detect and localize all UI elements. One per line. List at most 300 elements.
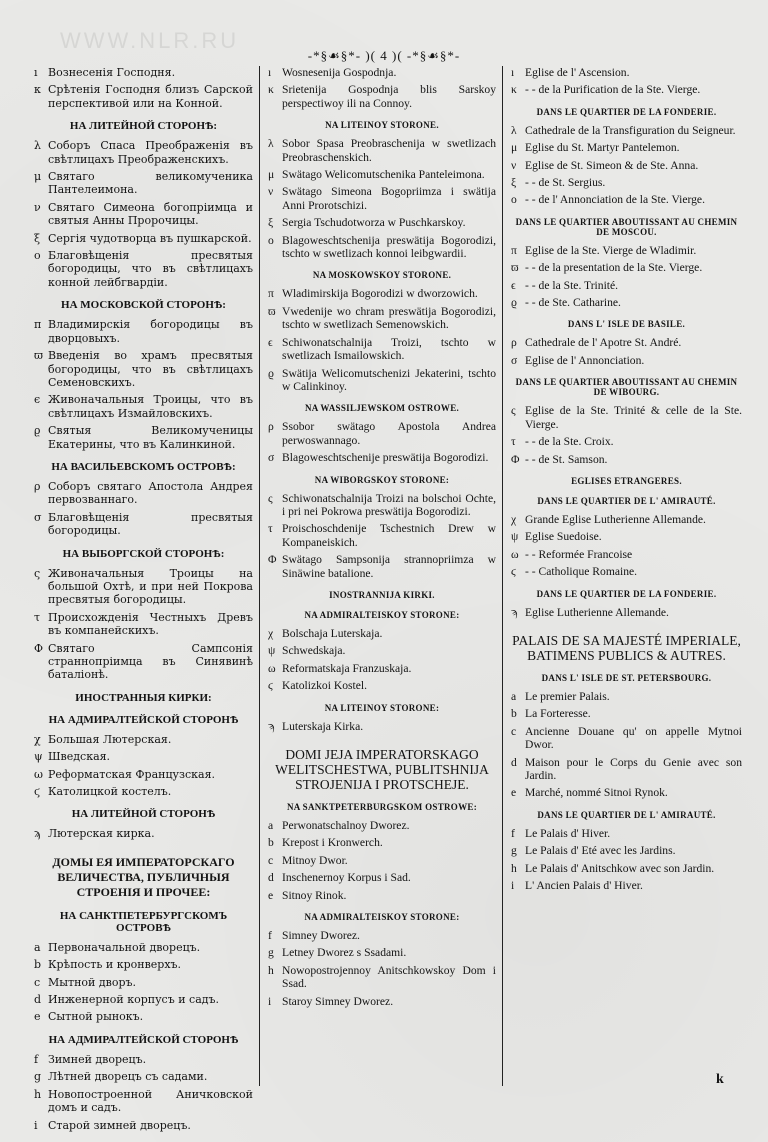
list-item	[268, 662, 496, 675]
section-heading: DANS LE QUARTIER DE LA FONDERIE.	[536, 588, 717, 599]
entry-text: Cathedrale de la Transfiguration du Seigneur.	[525, 123, 736, 137]
entry-text: Srietenija Gospodnja blis Sarskoy perspectiwoy ili na Connoy.	[282, 83, 496, 110]
entry-text: Первоначальной дворецъ.	[48, 940, 201, 954]
list-item	[268, 836, 496, 849]
entry-marker: Φ	[268, 553, 277, 567]
section-heading: DANS LE QUARTIER ABOUTISSANT AU CHEMIN DE MOSCOU.	[515, 216, 738, 237]
column-russian	[28, 66, 260, 1132]
entry-text: Живоначальныя Троицы, что въ свѣтлицахъ Измайловскихъ.	[48, 393, 253, 420]
entry-marker: ρ	[511, 336, 517, 350]
entry-marker: ξ	[511, 176, 517, 190]
list-item	[34, 170, 253, 197]
list-item	[268, 929, 496, 942]
entry-text: Krepost i Kronwerch.	[282, 836, 383, 850]
list-item	[268, 168, 496, 181]
list-item	[268, 522, 496, 549]
entry-marker: e	[511, 786, 517, 800]
entry-marker: i	[34, 1118, 38, 1132]
section-subheading: НА АДМИРАЛТЕЙСКОЙ СТОРОНѢ	[48, 713, 239, 726]
section-heading: НА ВЫБОРГСКОЙ СТОРОНѢ:	[62, 547, 225, 560]
entry-marker: σ	[34, 510, 42, 524]
entry-text: Ssobor swätago Apostola Andrea perwoswannago.	[282, 420, 496, 447]
entry-marker: ϡ	[34, 827, 41, 841]
entry-text: Инженерной корпусъ и садъ.	[48, 993, 220, 1007]
entry-text: Eglise de la Ste. Vierge de Wladimir.	[525, 243, 697, 257]
entry-text: Eglise de l' Annonciation.	[525, 353, 645, 367]
list-item	[268, 420, 496, 447]
entry-marker: c	[34, 975, 41, 989]
list-item	[511, 844, 742, 857]
entry-marker: κ	[511, 83, 517, 97]
entry-marker: π	[34, 318, 42, 332]
entry-marker: ϱ	[34, 424, 41, 438]
list-item	[34, 611, 253, 638]
entry-text: Eglise de l' Ascension.	[525, 66, 630, 79]
entry-text: Proischoschdenije Tschestnich Drew w Kompaneiskich.	[282, 522, 496, 549]
list-item	[268, 305, 496, 332]
entry-text: Eglise Lutherienne Allemande.	[525, 605, 669, 619]
entry-marker: λ	[268, 137, 274, 151]
entry-marker: ψ	[268, 644, 276, 658]
entry-marker: ϵ	[511, 278, 516, 292]
column-french	[503, 66, 748, 1086]
entry-marker: μ	[268, 168, 275, 182]
entry-marker: f	[268, 929, 272, 943]
list-item	[34, 768, 253, 781]
entry-marker: π	[511, 243, 517, 257]
entry-marker: μ	[34, 170, 42, 184]
list-item	[34, 66, 253, 79]
list-item	[511, 83, 742, 96]
entry-marker: χ	[34, 732, 41, 746]
list-item	[34, 511, 253, 538]
section-title: PALAIS DE SA MAJESTÉ IMPERIALE, BATIMENS PUBLICS & AUTRES.	[512, 632, 741, 663]
entry-text: - - de la Ste. Trinité.	[525, 278, 619, 292]
section-heading: NA LITEINOY STORONE:	[324, 702, 440, 713]
list-item	[268, 720, 496, 733]
page-number-header: -*§☙§*- )( 4 )( -*§☙§*-	[307, 48, 461, 63]
entry-marker: b	[511, 707, 517, 721]
list-item	[511, 435, 742, 448]
entry-marker: ξ	[34, 231, 41, 245]
entry-text: Sobor Spasa Preobraschenija w swetlizach Preobraschenskich.	[282, 137, 496, 164]
entry-marker: σ	[511, 353, 518, 367]
section-heading: DANS LE QUARTIER DE LA FONDERIE.	[536, 106, 717, 117]
list-item	[268, 336, 496, 363]
list-item	[34, 642, 253, 682]
entry-marker: ϡ	[511, 605, 518, 619]
list-item	[34, 83, 253, 110]
entry-marker: ı	[34, 66, 38, 79]
list-item	[34, 1010, 253, 1023]
entry-marker: ρ	[34, 479, 41, 493]
section-heading: НА АДМИРАЛТЕЙСКОЙ СТОРОНѢ	[48, 1033, 239, 1046]
entry-marker: a	[511, 689, 517, 703]
list-item	[511, 827, 742, 840]
entry-marker: ο	[34, 249, 41, 263]
list-item	[268, 216, 496, 229]
list-item	[511, 124, 742, 137]
list-item	[268, 234, 496, 261]
entry-marker: ν	[511, 158, 517, 172]
entry-text: Swätago Sampsonija strannopriimza w Sinäwine batalione.	[282, 553, 496, 580]
list-item	[511, 786, 742, 799]
entry-text: Соборъ святаго Апостола Андрея первозваннаго.	[48, 479, 253, 507]
entry-marker: ı	[268, 66, 272, 79]
entry-text: Мытной дворъ.	[48, 975, 137, 989]
entry-text: Старой зимней дворецъ.	[48, 1118, 191, 1132]
entry-text: Marché, nommé Sitnoi Rynok.	[525, 786, 668, 800]
entry-text: Mitnoy Dwor.	[282, 853, 348, 867]
entry-marker: g	[268, 946, 274, 960]
list-item	[34, 232, 253, 245]
list-item	[34, 733, 253, 746]
entry-marker: b	[268, 836, 274, 850]
signature-mark: k	[716, 1072, 724, 1087]
entry-text: Святаго Сампсонія страннопріимца въ Синявинѣ баталіонѣ.	[48, 641, 253, 682]
entry-marker: ω	[511, 547, 519, 561]
list-item	[511, 690, 742, 703]
list-item	[268, 185, 496, 212]
entry-marker: ο	[268, 233, 274, 247]
section-subheading: DANS LE QUARTIER DE L' AMIRAUTÉ.	[537, 495, 716, 506]
list-item	[511, 354, 742, 367]
entry-marker: ϵ	[34, 393, 41, 407]
list-item	[511, 159, 742, 172]
list-item	[34, 976, 253, 989]
entry-text: - - de la presentation de la Ste. Vierge.	[525, 261, 703, 275]
entry-text: Крѣпость и кронверхъ.	[48, 958, 182, 972]
list-item	[268, 946, 496, 959]
entry-text: Соборъ Спаса Преображенія въ свѣтлицахъ Преображенскихъ.	[48, 139, 253, 166]
entry-text: Католицкой костелъ.	[48, 785, 172, 799]
list-item	[511, 530, 742, 543]
entry-text: Новопостроенной Аничковской домъ и садъ.	[48, 1087, 253, 1115]
list-item	[511, 176, 742, 189]
entry-marker: ϛ	[34, 785, 41, 799]
section-heading: NA LITEINOY STORONE.	[325, 120, 439, 131]
list-item	[511, 513, 742, 526]
entry-marker: κ	[34, 83, 41, 97]
entry-marker: ς	[268, 491, 273, 505]
entry-text: Реформатская Французская.	[48, 767, 216, 781]
entry-text: Le Palais d' Eté avec les Jardins.	[525, 844, 676, 858]
entry-text: Вознесенія Господня.	[48, 66, 176, 79]
entry-marker: ο	[511, 193, 517, 207]
entry-marker: σ	[268, 451, 275, 465]
entry-text: Eglise de la Ste. Trinité & celle de la Ste. Vierge.	[525, 404, 742, 431]
list-item	[268, 83, 496, 110]
list-item	[34, 750, 253, 763]
entry-marker: ν	[268, 185, 274, 199]
entry-marker: μ	[511, 141, 518, 155]
list-item	[34, 1119, 253, 1132]
entry-text: Perwonatschalnoy Dworez.	[282, 819, 410, 832]
entry-text: Шведская.	[48, 750, 111, 764]
section-heading: НА МОСКОВСКОЙ СТОРОНѢ:	[61, 299, 226, 312]
entry-text: - - Reformée Francoise	[525, 547, 633, 561]
entry-marker: ϛ	[511, 565, 516, 579]
entry-text: Vwedenije wo chram preswätija Bogorodizi, tschto w swetlizach Semenowskich.	[282, 304, 496, 332]
section-heading: НА ЛИТЕЙНОЙ СТОРОНѢ:	[69, 120, 218, 133]
entry-marker: Φ	[34, 641, 44, 655]
section-heading: NA WASSILJEWSKOM OSTROWE.	[304, 403, 460, 414]
list-item	[511, 296, 742, 309]
entry-marker: ν	[34, 200, 41, 214]
list-item	[34, 1053, 253, 1066]
entry-text: Благовѣщенія пресвятыя богородицы.	[48, 510, 253, 538]
section-heading: EGLISES ETRANGERES.	[571, 475, 682, 486]
list-item	[511, 404, 742, 431]
entry-marker: g	[34, 1070, 42, 1084]
entry-marker: c	[511, 724, 517, 738]
list-item	[268, 137, 496, 164]
three-column-layout	[28, 66, 748, 1132]
entry-text: - - de Ste. Catharine.	[525, 296, 621, 310]
entry-text: Владимирскія богородицы въ дворцовыхъ.	[48, 318, 253, 345]
entry-marker: ϖ	[268, 304, 276, 318]
entry-text: Святыя Великомученицы Екатерины, что въ Калинкиной.	[48, 424, 253, 451]
entry-marker: f	[511, 826, 515, 840]
list-item	[511, 66, 742, 79]
list-item	[268, 287, 496, 300]
section-subheading: NA ADMIRALTEISKOY STORONE:	[304, 609, 460, 620]
list-item	[34, 201, 253, 228]
entry-text: Katolizkoi Kostel.	[282, 679, 368, 693]
list-item	[511, 244, 742, 257]
entry-text: Schwedskaja.	[282, 644, 346, 658]
entry-text: Срѣтенія Господня близъ Сарской перспективой или на Конной.	[48, 83, 253, 110]
list-item	[511, 548, 742, 561]
list-item	[268, 451, 496, 464]
list-item	[268, 627, 496, 640]
entry-text: Maison pour le Corps du Genie avec son Jardin.	[525, 755, 742, 782]
list-item	[511, 193, 742, 206]
list-item	[511, 725, 742, 752]
entry-marker: τ	[511, 435, 516, 449]
entry-marker: λ	[511, 123, 517, 137]
entry-marker: f	[34, 1052, 39, 1066]
entry-text: Сергія чудотворца въ пушкарской.	[48, 231, 252, 245]
section-heading: DANS LE QUARTIER ABOUTISSANT AU CHEMIN DE WIBOURG.	[515, 377, 738, 398]
entry-text: Blagoweschtschenije preswätija Bogorodizi.	[282, 451, 489, 465]
list-item	[34, 349, 253, 389]
entry-text: Eglise de St. Simeon & de Ste. Anna.	[525, 158, 699, 172]
list-item	[34, 941, 253, 954]
entry-marker: ψ	[34, 750, 43, 764]
entry-text: Cathedrale de l' Apotre St. André.	[525, 336, 682, 350]
entry-marker: λ	[34, 139, 41, 153]
entry-marker: χ	[511, 512, 517, 526]
entry-marker: h	[34, 1087, 42, 1101]
entry-text: Swätija Welicomutschenizi Jekaterini, tschto w Calinkinoy.	[282, 366, 496, 393]
list-item	[268, 679, 496, 692]
section-heading: NA SANKTPETERBURGSKOM OSTROWE:	[286, 802, 478, 812]
list-item	[511, 862, 742, 875]
entry-text: Святаго великомученика Пантелеимона.	[48, 170, 253, 197]
entry-text: Благовѣщенія пресвятыя богородицы, что въ свѣтлицахъ конной лейбгвардіи.	[48, 249, 253, 289]
section-heading: NA WIBORGSKOY STORONE:	[314, 474, 450, 485]
entry-text: Зимней дворецъ.	[48, 1052, 147, 1066]
entry-marker: ξ	[268, 216, 274, 230]
section-title: ДОМЫ ЕЯ ИМПЕРАТОРСКАГО ВЕЛИЧЕСТВА, ПУБЛИЧНЫЯ СТРОЕНІЯ И ПРОЧЕЕ:	[52, 854, 235, 899]
entry-marker: d	[511, 755, 517, 769]
watermark: WWW.NLR.RU	[60, 28, 240, 53]
entry-marker: ϱ	[511, 296, 517, 310]
entry-marker: ψ	[511, 530, 519, 544]
section-title: DOMI JEJA IMPERATORSKAGO WELITSCHESTWA, PUBLITSHNIJA STROJENIJA I PROTSCHEJE.	[275, 747, 489, 792]
section-heading: DANS L' ISLE DE BASILE.	[567, 319, 686, 330]
entry-marker: h	[511, 861, 517, 875]
entry-marker: ϖ	[34, 349, 43, 363]
entry-text: Wosnesenija Gospodnja.	[282, 66, 397, 79]
entry-text: Reformatskaja Franzuskaja.	[282, 661, 412, 675]
entry-marker: ϛ	[268, 679, 273, 693]
entry-text: Лѣтней дворецъ съ садами.	[48, 1070, 208, 1084]
entry-text: Sergia Tschudotworza w Puschkarskoy.	[282, 216, 466, 230]
list-item	[268, 871, 496, 884]
list-item	[268, 889, 496, 902]
entry-text: Staroy Simney Dworez.	[282, 994, 394, 1008]
entry-text: L' Ancien Palais d' Hiver.	[525, 879, 643, 892]
entry-text: Ancienne Douane qu' on appelle Mytnoi Dwor.	[525, 724, 742, 752]
section-heading: NA MOSKOWSKOY STORONE.	[312, 270, 452, 281]
list-item	[511, 707, 742, 720]
list-item	[34, 249, 253, 289]
entry-text: - - Catholique Romaine.	[525, 565, 638, 579]
list-item	[34, 1088, 253, 1115]
entry-text: Letney Dworez s Ssadami.	[282, 946, 407, 960]
entry-text: - - de la Ste. Croix.	[525, 435, 614, 449]
entry-marker: Φ	[511, 452, 520, 466]
section-heading: ИНОСТРАННЫЯ КИРКИ:	[75, 691, 212, 704]
section-heading: НА ВАСИЛЬЕВСКОМЪ ОСТРОВѢ:	[51, 460, 236, 473]
entry-marker: d	[268, 871, 274, 885]
entry-marker: b	[34, 958, 42, 972]
list-item	[511, 453, 742, 466]
list-item	[511, 565, 742, 578]
list-item	[511, 756, 742, 783]
list-item	[34, 480, 253, 507]
entry-text: Luterskaja Kirka.	[282, 719, 364, 733]
list-item	[268, 644, 496, 657]
entry-text: - - de St. Sergius.	[525, 176, 606, 190]
list-item	[34, 567, 253, 607]
entry-marker: τ	[34, 610, 41, 624]
list-item	[34, 958, 253, 971]
list-item	[34, 827, 253, 840]
entry-marker: χ	[268, 626, 274, 640]
entry-marker: i	[511, 879, 515, 892]
entry-marker: ω	[268, 661, 276, 675]
entry-text: Swätago Welicomutschenika Panteleimona.	[282, 168, 485, 182]
entry-text: Inschenernoy Korpus i Sad.	[282, 871, 411, 885]
entry-text: - - de St. Samson.	[525, 452, 608, 466]
list-item	[268, 492, 496, 519]
list-item	[511, 336, 742, 349]
entry-marker: ω	[34, 767, 43, 781]
entry-text: Лютерская кирка.	[48, 827, 155, 841]
entry-marker: ϱ	[268, 366, 274, 380]
entry-marker: d	[34, 993, 42, 1007]
entry-text: Сытной рынокъ.	[48, 1010, 144, 1024]
list-item	[268, 367, 496, 394]
list-item	[511, 879, 742, 892]
column-transliteration	[260, 66, 503, 1086]
section-heading: NA ADMIRALTEISKOY STORONE:	[304, 912, 460, 923]
entry-marker: a	[34, 940, 41, 954]
list-item	[34, 993, 253, 1006]
list-item	[34, 424, 253, 451]
entry-marker: ϖ	[511, 261, 519, 275]
entry-marker: κ	[268, 83, 274, 97]
entry-marker: g	[511, 844, 517, 858]
entry-marker: τ	[268, 522, 273, 536]
entry-text: Большая Лютерская.	[48, 732, 172, 746]
entry-marker: a	[268, 819, 274, 832]
entry-text: Blagoweschtschenija preswätija Bogorodizi, tschto w swetlizach konnoi leibgwardii.	[282, 233, 496, 261]
entry-marker: ς	[34, 566, 41, 580]
list-item	[268, 819, 496, 832]
entry-text: Le Palais d' Hiver.	[525, 826, 611, 840]
entry-text: Wladimirskija Bogorodizi w dworzowich.	[282, 287, 478, 301]
list-item	[34, 785, 253, 798]
section-heading: НА ЛИТЕЙНОЙ СТОРОНѢ	[71, 808, 216, 821]
entry-text: Введенія во храмъ пресвятыя богородицы, что въ свѣтлицахъ Семеновскихъ.	[48, 349, 253, 389]
list-item	[34, 393, 253, 420]
list-item	[268, 995, 496, 1008]
entry-marker: h	[268, 963, 274, 977]
entry-marker: e	[268, 888, 274, 902]
entry-text: La Forteresse.	[525, 707, 591, 721]
entry-marker: ϡ	[268, 719, 275, 733]
list-item	[511, 261, 742, 274]
entry-text: Происхожденія Честныхъ Древъ въ компанейскихъ.	[48, 610, 253, 638]
entry-text: Eglise Suedoise.	[525, 530, 602, 544]
entry-text: Grande Eglise Lutherienne Allemande.	[525, 512, 706, 526]
list-item	[34, 318, 253, 345]
entry-text: Swätago Simeona Bogopriimza i swätija Anni Prorotschizi.	[282, 185, 496, 212]
entry-text: Nowopostrojennoy Anitschkowskoy Dom i Ssad.	[282, 963, 496, 991]
list-item	[511, 141, 742, 154]
list-item	[511, 606, 742, 619]
entry-text: Le premier Palais.	[525, 689, 610, 703]
list-item	[268, 553, 496, 580]
entry-text: Eglise du St. Martyr Pantelemon.	[525, 141, 680, 155]
entry-text: Bolschaja Luterskaja.	[282, 626, 383, 640]
section-heading: INOSTRANNIJA KIRKI.	[329, 589, 435, 600]
list-item	[511, 279, 742, 292]
section-heading: DANS L' ISLE DE ST. PETERSBOURG.	[541, 672, 712, 683]
list-item	[268, 66, 496, 79]
entry-text: Живоначальныя Троицы на большой Охтѣ, и при ней Покрова пресвятыя богородицы.	[48, 566, 253, 607]
entry-text: Simney Dworez.	[282, 929, 360, 943]
entry-marker: e	[34, 1010, 41, 1024]
entry-text: Le Palais d' Anitschkow avec son Jardin.	[525, 861, 715, 875]
entry-text: - - de la Purification de la Ste. Vierge.	[525, 83, 701, 97]
entry-text: Schiwonatschalnija Troizi, tschto w swetlizach Ismailowskich.	[282, 335, 496, 363]
entry-marker: c	[268, 853, 274, 867]
entry-text: Schiwonatschalnija Troizi na bolschoi Ochte, i pri nei Pokrowa preswätija Bogorodizi.	[282, 491, 496, 518]
entry-marker: ı	[511, 66, 515, 79]
section-heading: DANS LE QUARTIER DE L' AMIRAUTÉ.	[537, 809, 716, 820]
entry-marker: i	[268, 994, 272, 1008]
list-item	[268, 854, 496, 867]
entry-marker: ς	[511, 404, 516, 418]
list-item	[34, 1070, 253, 1083]
entry-marker: ρ	[268, 420, 274, 434]
entry-text: - - de l' Annonciation de la Ste. Vierge.	[525, 193, 705, 207]
